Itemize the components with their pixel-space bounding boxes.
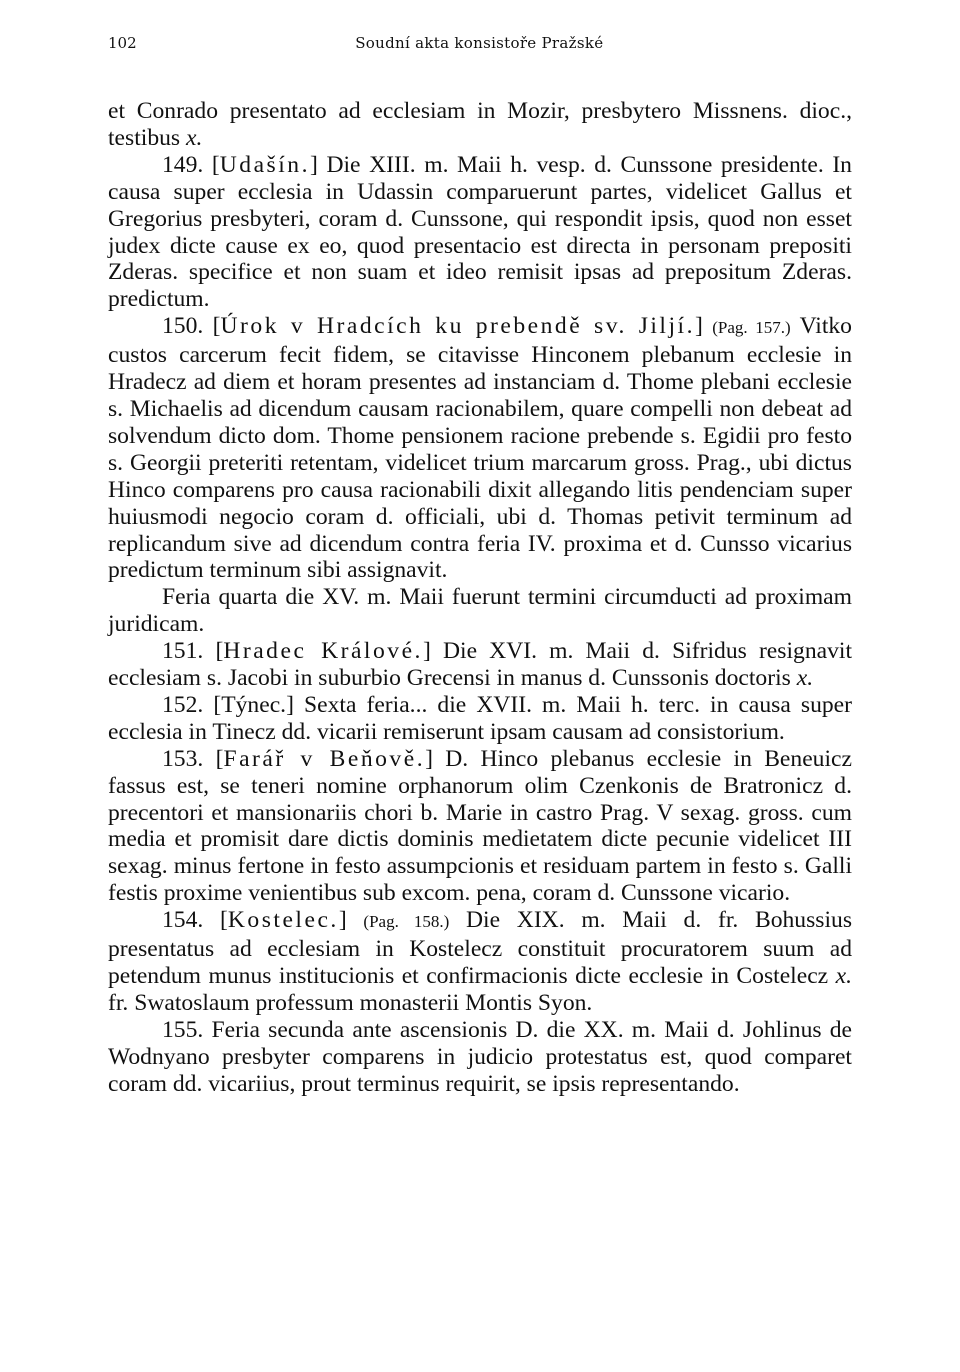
entry-150 [108, 313, 852, 584]
bracket-close: ] [310, 151, 318, 178]
entry-heading: Úrok v Hradcích ku prebendě sv. Jiljí. [220, 313, 695, 340]
witness-mark: x. [186, 124, 203, 151]
entry-154 [108, 907, 852, 1017]
entry-155 [108, 1017, 852, 1098]
paragraph-text: et Conrado presentato ad ecclesiam in Mozir, presbytero Missnens. dioc., testibus [108, 98, 852, 151]
entry-number: 150. [162, 313, 204, 340]
bracket-close: ] [422, 638, 431, 665]
entry-number: 154. [162, 907, 204, 934]
entry-text: Die XIX. m. Maii d. fr. Bohussius presentatus ad ecclesiam in Kostelecz constituit procuratorem suum ad petendum munus institucionis et confirmacionis dicte ecclesie in Costelecz [108, 907, 853, 989]
entry-number: 152. [162, 691, 204, 718]
entry-text: Die XIII. m. Maii h. vesp. d. Cunssone presidente. In causa super ecclesia in Udassin comparuerunt partes, videlicet Gallus et Gregorius presbyteri, coram d. Cunssone, qui respondit ipsis, quod non esset judex dicte cause ex eo, quod presentacio est directa in personam prepositi Zderas. specifice et non suam et ideo remisit ipsas ad prepositum Zderas. predictum. [108, 151, 852, 313]
entry-heading: Kostelec. [227, 907, 339, 934]
running-title: Soudní akta konsistoře Pražské [355, 34, 604, 52]
entry-heading: Týnec. [221, 691, 287, 718]
entry-153 [108, 746, 852, 907]
entry-heading: Hradec Králové. [223, 638, 423, 665]
page-reference: (Pag. 158.) [363, 912, 450, 932]
paragraph-text: Feria quarta die XV. m. Maii fuerunt termini circumducti ad proximam juridicam. [108, 584, 852, 638]
entry-text-continued: fr. Swatoslaum professum monasterii Montis Syon. [108, 989, 593, 1016]
continued-paragraph [108, 98, 852, 152]
witness-mark: x. [835, 963, 852, 989]
page-reference: (Pag. 157.) [712, 318, 791, 338]
entry-number: 149. [162, 151, 204, 178]
body-text [108, 98, 852, 1098]
feria-paragraph [108, 584, 852, 638]
entry-151 [108, 638, 852, 692]
entry-149 [108, 152, 852, 313]
bracket-open: [ [215, 745, 224, 772]
bracket-open: [ [213, 691, 222, 718]
entry-number: 151. [162, 638, 204, 665]
entry-text: Die XVI. m. Maii d. Sifridus resignavit ecclesiam s. Jacobi in suburbio Grecensi in manus d. Cunssonis doctoris [108, 638, 852, 692]
bracket-close: ] [338, 907, 347, 934]
bracket-close: ] [695, 313, 703, 340]
bracket-open: [ [220, 907, 228, 934]
entry-text: Feria secunda ante ascensionis D. die XX. m. Maii d. Johlinus de Wodnyano presbyter comparens in judicio protestatus est, quod comparet coram dd. vicariius, prout terminus requirit, se ipsis representando. [108, 1016, 853, 1097]
entry-152 [108, 692, 852, 746]
bracket-open: [ [211, 151, 220, 178]
entry-heading: Farář v Beňově. [223, 745, 426, 772]
running-head [108, 34, 852, 52]
page-number: 102 [108, 34, 137, 52]
entry-text: Sexta feria... die XVII. m. Maii h. terc. in causa super ecclesia in Tinecz dd. vicarii remiserunt ipsam causam ad consistorium. [108, 691, 852, 745]
entry-heading: Udašín. [219, 151, 310, 178]
bracket-close: ] [286, 691, 294, 718]
entry-number: 155. [162, 1016, 204, 1043]
bracket-open: [ [212, 313, 221, 340]
bracket-close: ] [425, 745, 433, 772]
bracket-open: [ [215, 638, 224, 665]
entry-text: Vitko custos carcerum fecit fidem, se citavisse Hinconem plebanum ecclesie in Hradecz ad diem et horam presentes ad instanciam d. Thome plebani ecclesie s. Michaelis ad dicendum causam racionabilem, quare compelli non debeat ad solvendum dicto dom. Thome pensionem racione prebende s. Egidii pro festo s. Georgii preteriti retentam, videlicet trium marcarum gross. Prag., ubi dictus Hinco comparens pro causa racionabili dixit allegando litis pendenciam super huiusmodi negocio coram d. officiali, ubi d. Thomas petivit terminum ad replicandum sive ad dicendum contra feria IV. proxima et d. Cunsso vicarius predictum terminum sibi assignavit. [108, 313, 852, 584]
entry-number: 153. [162, 745, 204, 772]
witness-mark: x. [796, 665, 814, 692]
entry-text: D. Hinco plebanus ecclesie in Beneuicz fassus est, se teneri nomine orphanorum olim Czenkonis de Bratronicz d. precentori et mansionariis chori b. Marie in castro Prag. V sexag. gross. cum media et promisit dare dictis dominis medietatem dicte pecunie videlicet III sexag. minus fertone in festo assumpcionis et residuam partem in festo s. Galli festis proxime venientibus sub excom. pena, coram d. Cunssone vicario. [108, 745, 852, 907]
